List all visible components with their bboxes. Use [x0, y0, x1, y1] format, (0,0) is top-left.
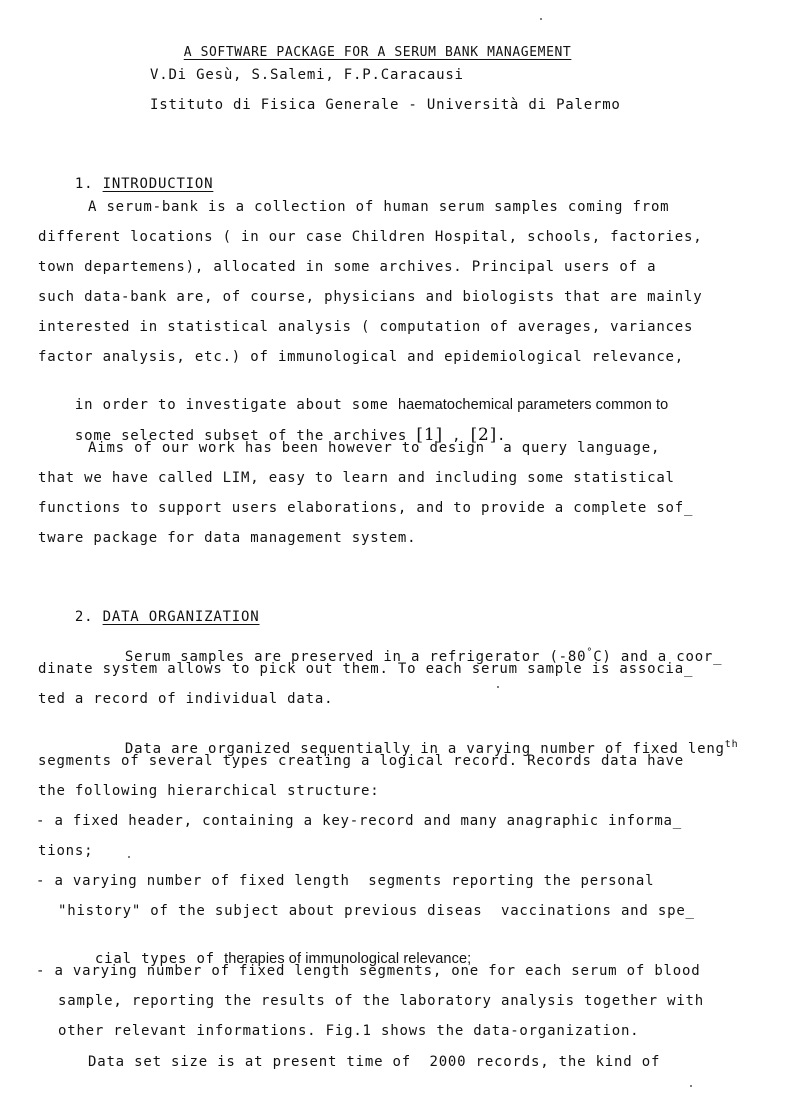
paper-authors: V.Di Gesù, S.Salemi, F.P.Caracausi — [150, 67, 464, 83]
list-item-3-line-3: other relevant informations. Fig.1 shows the data-organization. — [58, 1023, 640, 1039]
scan-speck — [497, 686, 499, 688]
intro-line-8-end: . — [497, 428, 507, 444]
list-item-2-line-3-typed: cial types of — [94, 951, 225, 967]
paper-affiliation: Istituto di Fisica Generale - Università di Palermo — [150, 97, 621, 113]
list-item-2-line-2: "history" of the subject about previous diseas vaccinations and spe_ — [58, 903, 695, 919]
citation-2: [2] — [470, 425, 498, 445]
list-item-2-line-1: - a varying number of fixed length segments reporting the personal — [36, 873, 655, 889]
scan-speck — [540, 18, 542, 20]
data-line-2: segments of several types creating a logical record. Records data have — [38, 753, 685, 769]
list-item-3-line-1: - a varying number of fixed length segments, one for each serum of blood — [36, 963, 701, 979]
intro-line-7-typed: in order to investigate about some — [74, 397, 398, 413]
section-2-number: 2. — [74, 609, 103, 625]
aims-line-2: that we have called LIM, easy to learn and including some statistical — [38, 470, 675, 486]
citation-1: [1] — [416, 425, 443, 445]
data-line-1-text: Data are organized sequentially in a varying number of fixed leng — [124, 741, 725, 757]
serum-line-2: dinate system allows to pick out them. To each serum sample is associa_ — [38, 661, 694, 677]
intro-line-5: interested in statistical analysis ( computation of averages, variances — [38, 319, 694, 335]
dataset-line-1: Data set size is at present time of 2000 records, the kind of — [88, 1054, 661, 1070]
section-1-number: 1. — [74, 176, 103, 192]
degree-symbol: ° — [586, 647, 594, 658]
serum-line-1-end: C) and a coor_ — [593, 649, 723, 665]
list-item-1-line-2: tions; — [38, 843, 94, 859]
section-2-title: DATA ORGANIZATION — [102, 609, 260, 625]
intro-line-7-inserted: haematochemical parameters common to — [397, 397, 669, 413]
data-line-1-superscript: th — [724, 739, 739, 750]
list-item-2-line-3-inserted: therapies of immunological relevance; — [224, 951, 472, 967]
section-1-title: INTRODUCTION — [102, 176, 214, 192]
serum-line-3: ted a record of individual data. — [38, 691, 334, 707]
aims-line-1: Aims of our work has been however to design a query language, — [88, 440, 661, 456]
scan-speck — [690, 1085, 692, 1087]
intro-line-6: factor analysis, etc.) of immunological and epidemiological relevance, — [38, 349, 685, 365]
intro-line-8-text: some selected subset of the archives — [74, 428, 417, 444]
intro-line-2: different locations ( in our case Children Hospital, schools, factories, — [38, 229, 703, 245]
list-item-3-line-2: sample, reporting the results of the laboratory analysis together with — [58, 993, 705, 1009]
serum-line-1-text: Serum samples are preserved in a refrigerator (-80 — [124, 649, 587, 665]
aims-line-4: tware package for data management system. — [38, 530, 417, 546]
scan-speck — [128, 856, 130, 858]
data-line-3: the following hierarchical structure: — [38, 783, 380, 799]
paper-title-text: A SOFTWARE PACKAGE FOR A SERUM BANK MANAGEMENT — [183, 45, 572, 60]
list-item-1-line-1: - a fixed header, containing a key-record and many anagraphic informa_ — [36, 813, 683, 829]
citation-separator: , — [442, 428, 471, 444]
intro-line-3: town departemens), allocated in some archives. Principal users of a — [38, 259, 657, 275]
aims-line-3: functions to support users elaborations, and to provide a complete sof_ — [38, 500, 694, 516]
intro-line-1: A serum-bank is a collection of human serum samples coming from — [88, 199, 670, 215]
intro-line-4: such data-bank are, of course, physicians and biologists that are mainly — [38, 289, 703, 305]
